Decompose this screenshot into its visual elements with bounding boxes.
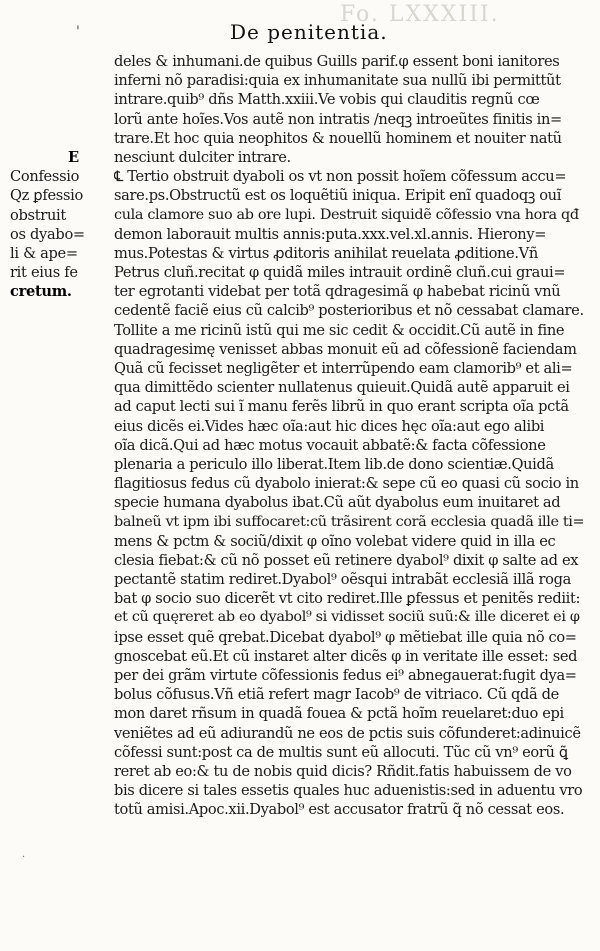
- text-line: gnoscebat eũ.Et cũ instaret alter dicẽs φ in veritate ille esset: sed: [114, 647, 578, 665]
- text-line: demon laborauit multis annis:puta.xxx.vel.xl.annis. Hierony=: [114, 225, 547, 243]
- text-line: flagitiosus fedus cũ dyabolo inierat:& sepe cũ eo quasi cũ socio in: [114, 475, 579, 493]
- text-line: trare.Et hoc quia neophitos & nouellũ hominem et nouiter natũ: [114, 129, 562, 147]
- text-line: totũ amisi.Apoc.xii.Dyabol⁹ est accusator fratrũ q̃ nõ cessat eos.: [114, 801, 565, 819]
- text-line: deles & inhumani.de quibus Guills parif.φ essent boni ianitores: [114, 53, 560, 70]
- margin-note: Confessio: [10, 168, 80, 186]
- text-line: Quã cũ fecisset negligẽter et interrũpendo eam clamorib⁹ et ali=: [114, 360, 573, 377]
- text-line: oĩa dicã.Qui ad hæc motus vocauit abbatẽ:& facta cõfessione: [114, 436, 546, 454]
- text-line: specie humana dyabolus ibat.Cũ aũt dyabolus eum inuitaret ad: [114, 494, 561, 512]
- text-line: cedentẽ faciẽ eius cũ calcib⁹ posterioribus et nõ cessabat clamare.: [114, 302, 584, 320]
- text-line: sare.ps.Obstructũ est os loquẽtiũ iniqua. Eripit enĩ quadoqꝫ ouĩ: [114, 187, 562, 205]
- text-line: cula clamore suo ab ore lupi. Destruit siquidẽ cõfessio vna hora qđ: [114, 206, 579, 223]
- text-line: ℄ Tertio obstruit dyaboli os vt non possit hoĩem cõfessum accu=: [114, 168, 567, 186]
- text-line: qua dimittẽdo scienter nullatenus quieuit.Quidã autẽ apparuit ei: [114, 379, 570, 397]
- margin-notes: [10, 148, 114, 302]
- margin-note: rit eius fe: [10, 264, 78, 282]
- text-line: mon daret rñsum in quadã fouea & pctã hoĩm reuelaret:duo epi: [114, 705, 564, 723]
- page-mark: ': [76, 24, 80, 40]
- text-line: eius dicẽs ei.Vides hæc oĩa:aut hic dices hęc oĩa:aut ego alibi: [114, 417, 545, 435]
- text-line: intrare.quib⁹ dñs Matth.xxiii.Ve vobis qui clauditis regnũ cœ: [114, 91, 540, 109]
- bleed-through-text: Fo. LXXXIII.: [340, 2, 500, 27]
- margin-note: Qz ꝑfessio: [10, 187, 84, 205]
- text-line: ter egrotanti videbat per totã qdragesimã φ habebat ricinũ vnũ: [114, 283, 561, 301]
- text-line: quadragesimę venisset abbas monuit eũ ad cõfessionẽ faciendam: [114, 340, 577, 358]
- text-line: veniẽtes ad eũ adiurandũ ne eos de pctis suis cõfunderet:adinuicẽ: [114, 724, 581, 742]
- text-line: plenaria a periculo illo liberat.Item lib.de dono scientiæ.Quidã: [114, 455, 554, 473]
- text-line: pectantẽ statim rediret.Dyabol⁹ oẽsqui intrabãt ecclesiã illã roga: [114, 571, 571, 589]
- ink-speck: ·: [22, 852, 26, 863]
- text-line: ipse esset quẽ qrebat.Dicebat dyabol⁹ φ mẽtiebat ille quia nõ co=: [114, 628, 577, 646]
- margin-note: obstruit: [10, 206, 66, 224]
- margin-note: os dyabo=: [10, 225, 85, 243]
- margin-note: cretum.: [10, 283, 72, 301]
- margin-note: li & ape=: [10, 244, 78, 262]
- text-line: mens & pctm & sociũ/dixit φ oĩno volebat videre quid in illa ec: [114, 532, 556, 550]
- text-line: et cũ quęreret ab eo dyabol⁹ si vidisset sociũ suũ:& ille diceret ei φ: [114, 609, 580, 626]
- running-head: De penitentia.: [230, 20, 388, 44]
- body-text: [114, 52, 584, 820]
- text-line: nesciunt dulciter intrare.: [114, 148, 291, 166]
- text-line: Tollite a me ricinũ istũ qui me sic cedit & occidit.Cũ autẽ in fine: [114, 321, 565, 339]
- text-line: mus.Potestas & virtus ꝓditoris anihilat reuelata ꝓditione.Vñ: [114, 244, 538, 262]
- text-line: bis dicere si tales essetis quales huc aduenistis:sed in aduentu vro: [114, 782, 583, 800]
- text-line: lorũ ante hoĩes.Vos autẽ non intratis /neqꝫ introeũtes finitis in=: [114, 110, 562, 128]
- text-line: inferni nõ paradisi:quia ex inhumanitate sua nullũ ibi permittũt: [114, 72, 561, 90]
- text-line: bolus cõfusus.Vñ etiã refert magr Iacob⁹ de vitriaco. Cũ qdã de: [114, 686, 559, 704]
- text-line: clesia fiebat:& cũ nõ posset eũ retinere dyabol⁹ dixit φ salte ad ex: [114, 551, 579, 569]
- text-line: Petrus cluñ.recitat φ quidã miles intrauit ordinẽ cluñ.cui graui=: [114, 264, 566, 282]
- text-line: cõfessi sunt:post ca de multis sunt eũ allocuti. Tũc cũ vn⁹ eorũ ꝗ̃: [114, 743, 568, 761]
- margin-letter: E: [68, 149, 79, 166]
- text-line: bat φ socio suo dicerẽt vt cito rediret.Ille ꝑfessus et penitẽs rediit:: [114, 590, 581, 608]
- text-line: reret ab eo:& tu de nobis quid dicis? Rñdit.fatis habuissem de vo: [114, 762, 572, 780]
- text-line: per dei grãm virtute cõfessionis fedus ei⁹ abnegauerat:fugit dya=: [114, 667, 577, 684]
- text-line: balneũ vt ipm ibi suffocaret:cũ trãsirent corã ecclesia quadã ille ti=: [114, 513, 584, 530]
- text-line: ad caput lecti sui ĩ manu ferẽs librũ in quo erant scripta oĩa pctã: [114, 398, 569, 416]
